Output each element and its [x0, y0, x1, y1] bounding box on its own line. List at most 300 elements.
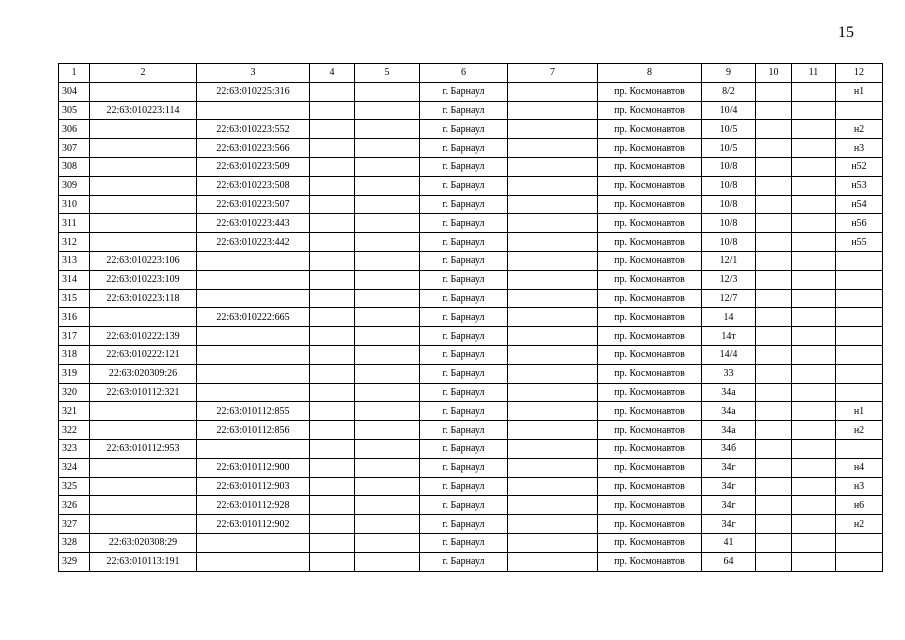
table-cell-col9: 34а	[702, 421, 756, 440]
table-cell-col7	[508, 383, 598, 402]
table-cell-col7	[508, 533, 598, 552]
table-cell-col9: 10/8	[702, 214, 756, 233]
table-cell-col1: 309	[59, 176, 90, 195]
table-row	[59, 308, 883, 327]
table-cell-col7	[508, 233, 598, 252]
table-cell-col10	[756, 289, 792, 308]
table-cell-col8: пр. Космонавтов	[598, 270, 702, 289]
table-cell-col3: 22:63:010222:665	[197, 308, 310, 327]
table-cell-col9: 10/4	[702, 101, 756, 120]
table-cell-col11	[792, 139, 836, 158]
table-cell-col9: 34б	[702, 439, 756, 458]
column-header-7: 7	[508, 64, 598, 83]
table-row	[59, 270, 883, 289]
table-cell-col2: 22:63:020309:26	[90, 364, 197, 383]
table-row	[59, 251, 883, 270]
table-cell-col4	[310, 402, 355, 421]
table-cell-col10	[756, 402, 792, 421]
table-cell-col8: пр. Космонавтов	[598, 327, 702, 346]
table-cell-col12: н2	[836, 515, 883, 534]
table-cell-col3: 22:63:010223:509	[197, 157, 310, 176]
table-row	[59, 515, 883, 534]
table-cell-col5	[355, 195, 420, 214]
table-cell-col3: 22:63:010223:442	[197, 233, 310, 252]
table-cell-col1: 328	[59, 533, 90, 552]
table-row	[59, 364, 883, 383]
table-cell-col8: пр. Космонавтов	[598, 139, 702, 158]
table-cell-col5	[355, 101, 420, 120]
table-cell-col6: г. Барнаул	[420, 533, 508, 552]
table-cell-col1: 326	[59, 496, 90, 515]
table-row	[59, 82, 883, 101]
table-cell-col2: 22:63:020308:29	[90, 533, 197, 552]
table-cell-col11	[792, 327, 836, 346]
table-cell-col12: н54	[836, 195, 883, 214]
table-cell-col9: 8/2	[702, 82, 756, 101]
table-row	[59, 421, 883, 440]
column-header-4: 4	[310, 64, 355, 83]
table-cell-col4	[310, 515, 355, 534]
table-cell-col5	[355, 383, 420, 402]
table-cell-col12: н3	[836, 477, 883, 496]
table-cell-col12: н55	[836, 233, 883, 252]
column-header-10: 10	[756, 64, 792, 83]
table-row	[59, 176, 883, 195]
column-header-5: 5	[355, 64, 420, 83]
table-cell-col12	[836, 327, 883, 346]
table-cell-col1: 307	[59, 139, 90, 158]
table-cell-col12	[836, 552, 883, 571]
table-cell-col10	[756, 233, 792, 252]
table-cell-col10	[756, 364, 792, 383]
table-cell-col11	[792, 289, 836, 308]
table-row	[59, 289, 883, 308]
table-cell-col1: 323	[59, 439, 90, 458]
table-cell-col3: 22:63:010223:566	[197, 139, 310, 158]
table-cell-col7	[508, 552, 598, 571]
table-cell-col7	[508, 157, 598, 176]
table-cell-col10	[756, 515, 792, 534]
table-cell-col4	[310, 251, 355, 270]
table-cell-col8: пр. Космонавтов	[598, 101, 702, 120]
table-cell-col3: 22:63:010223:507	[197, 195, 310, 214]
table-cell-col11	[792, 308, 836, 327]
table-cell-col11	[792, 439, 836, 458]
column-header-12: 12	[836, 64, 883, 83]
table-cell-col10	[756, 496, 792, 515]
table-cell-col1: 305	[59, 101, 90, 120]
table-cell-col7	[508, 515, 598, 534]
table-row	[59, 533, 883, 552]
table-cell-col10	[756, 439, 792, 458]
table-cell-col3: 22:63:010112:903	[197, 477, 310, 496]
table-cell-col4	[310, 364, 355, 383]
table-cell-col4	[310, 157, 355, 176]
table-cell-col4	[310, 308, 355, 327]
table-cell-col3	[197, 251, 310, 270]
table-cell-col11	[792, 233, 836, 252]
table-cell-col9: 10/8	[702, 176, 756, 195]
table-cell-col5	[355, 421, 420, 440]
table-cell-col4	[310, 439, 355, 458]
table-cell-col12: н1	[836, 82, 883, 101]
table-cell-col1: 321	[59, 402, 90, 421]
table-cell-col3: 22:63:010223:552	[197, 120, 310, 139]
table-cell-col11	[792, 364, 836, 383]
table-cell-col9: 10/5	[702, 120, 756, 139]
table-cell-col6: г. Барнаул	[420, 270, 508, 289]
table-cell-col6: г. Барнаул	[420, 327, 508, 346]
table-cell-col1: 317	[59, 327, 90, 346]
table-cell-col4	[310, 533, 355, 552]
table-cell-col4	[310, 345, 355, 364]
table-cell-col5	[355, 176, 420, 195]
table-cell-col6: г. Барнаул	[420, 82, 508, 101]
table-cell-col10	[756, 345, 792, 364]
table-cell-col4	[310, 327, 355, 346]
table-cell-col10	[756, 82, 792, 101]
table-cell-col12: н53	[836, 176, 883, 195]
table-cell-col9: 34г	[702, 458, 756, 477]
table-cell-col5	[355, 533, 420, 552]
table-cell-col4	[310, 289, 355, 308]
table-cell-col6: г. Барнаул	[420, 364, 508, 383]
table-cell-col12	[836, 251, 883, 270]
table-cell-col7	[508, 421, 598, 440]
table-cell-col9: 34а	[702, 402, 756, 421]
table-cell-col2: 22:63:010112:953	[90, 439, 197, 458]
table-cell-col12	[836, 364, 883, 383]
table-cell-col6: г. Барнаул	[420, 383, 508, 402]
table-cell-col2	[90, 176, 197, 195]
table-cell-col8: пр. Космонавтов	[598, 233, 702, 252]
table-cell-col7	[508, 289, 598, 308]
table-cell-col3	[197, 270, 310, 289]
table-cell-col7	[508, 214, 598, 233]
table-cell-col4	[310, 120, 355, 139]
table-cell-col11	[792, 402, 836, 421]
table-cell-col8: пр. Космонавтов	[598, 439, 702, 458]
table-cell-col3: 22:63:010223:443	[197, 214, 310, 233]
table-cell-col8: пр. Космонавтов	[598, 421, 702, 440]
table-cell-col3: 22:63:010112:855	[197, 402, 310, 421]
column-header-8: 8	[598, 64, 702, 83]
table-cell-col8: пр. Космонавтов	[598, 214, 702, 233]
table-cell-col9: 64	[702, 552, 756, 571]
table-cell-col2: 22:63:010222:121	[90, 345, 197, 364]
table-cell-col2	[90, 477, 197, 496]
table-cell-col11	[792, 251, 836, 270]
table-cell-col6: г. Барнаул	[420, 439, 508, 458]
table-cell-col7	[508, 345, 598, 364]
table-row	[59, 552, 883, 571]
table-cell-col2: 22:63:010112:321	[90, 383, 197, 402]
table-cell-col2	[90, 496, 197, 515]
table-cell-col10	[756, 421, 792, 440]
table-cell-col3: 22:63:010112:856	[197, 421, 310, 440]
table-cell-col9: 10/8	[702, 157, 756, 176]
table-cell-col10	[756, 383, 792, 402]
table-row	[59, 345, 883, 364]
table-cell-col12	[836, 101, 883, 120]
table-cell-col2	[90, 233, 197, 252]
table-cell-col3: 22:63:010223:508	[197, 176, 310, 195]
table-cell-col1: 308	[59, 157, 90, 176]
table-cell-col1: 319	[59, 364, 90, 383]
table-cell-col8: пр. Космонавтов	[598, 176, 702, 195]
table-cell-col1: 329	[59, 552, 90, 571]
table-cell-col10	[756, 176, 792, 195]
table-cell-col1: 327	[59, 515, 90, 534]
column-header-3: 3	[197, 64, 310, 83]
table-cell-col11	[792, 421, 836, 440]
column-header-11: 11	[792, 64, 836, 83]
table-cell-col6: г. Барнаул	[420, 289, 508, 308]
table-cell-col7	[508, 270, 598, 289]
table-cell-col12: н6	[836, 496, 883, 515]
table-cell-col5	[355, 477, 420, 496]
table-cell-col9: 10/8	[702, 195, 756, 214]
table-cell-col8: пр. Космонавтов	[598, 345, 702, 364]
table-cell-col3	[197, 383, 310, 402]
table-cell-col12: н3	[836, 139, 883, 158]
table-cell-col3	[197, 289, 310, 308]
table-cell-col9: 41	[702, 533, 756, 552]
table-cell-col10	[756, 139, 792, 158]
table-cell-col6: г. Барнаул	[420, 251, 508, 270]
table-cell-col11	[792, 82, 836, 101]
table-cell-col6: г. Барнаул	[420, 157, 508, 176]
table-cell-col3: 22:63:010112:902	[197, 515, 310, 534]
table-cell-col3: 22:63:010112:900	[197, 458, 310, 477]
table-cell-col12: н2	[836, 421, 883, 440]
table-cell-col5	[355, 515, 420, 534]
table-row	[59, 214, 883, 233]
table-cell-col2: 22:63:010223:106	[90, 251, 197, 270]
table-cell-col1: 315	[59, 289, 90, 308]
table-cell-col2	[90, 157, 197, 176]
table-cell-col6: г. Барнаул	[420, 458, 508, 477]
column-header-9: 9	[702, 64, 756, 83]
table-cell-col8: пр. Космонавтов	[598, 552, 702, 571]
table-cell-col6: г. Барнаул	[420, 195, 508, 214]
table-cell-col4	[310, 421, 355, 440]
table-cell-col8: пр. Космонавтов	[598, 195, 702, 214]
table-row	[59, 157, 883, 176]
table-cell-col7	[508, 458, 598, 477]
table-cell-col7	[508, 477, 598, 496]
table-cell-col11	[792, 101, 836, 120]
table-cell-col1: 324	[59, 458, 90, 477]
register-table	[58, 63, 883, 572]
table-cell-col4	[310, 496, 355, 515]
table-cell-col12	[836, 289, 883, 308]
table-cell-col2	[90, 515, 197, 534]
table-cell-col6: г. Барнаул	[420, 345, 508, 364]
table-row	[59, 139, 883, 158]
table-row	[59, 233, 883, 252]
table-cell-col3	[197, 101, 310, 120]
column-header-1: 1	[59, 64, 90, 83]
table-cell-col2: 22:63:010223:114	[90, 101, 197, 120]
table-cell-col1: 313	[59, 251, 90, 270]
table-cell-col11	[792, 195, 836, 214]
table-cell-col6: г. Барнаул	[420, 421, 508, 440]
table-cell-col9: 12/7	[702, 289, 756, 308]
table-cell-col5	[355, 157, 420, 176]
table-cell-col12	[836, 439, 883, 458]
table-cell-col8: пр. Космонавтов	[598, 533, 702, 552]
table-cell-col1: 318	[59, 345, 90, 364]
table-cell-col12	[836, 383, 883, 402]
table-cell-col8: пр. Космонавтов	[598, 364, 702, 383]
table-row	[59, 120, 883, 139]
table-cell-col9: 12/3	[702, 270, 756, 289]
table-cell-col9: 33	[702, 364, 756, 383]
table-cell-col5	[355, 270, 420, 289]
table-cell-col3: 22:63:010225:316	[197, 82, 310, 101]
table-cell-col7	[508, 327, 598, 346]
table-cell-col2: 22:63:010223:118	[90, 289, 197, 308]
table-cell-col9: 10/8	[702, 233, 756, 252]
table-cell-col2	[90, 214, 197, 233]
table-cell-col6: г. Барнаул	[420, 120, 508, 139]
table-cell-col2: 22:63:010113:191	[90, 552, 197, 571]
table-cell-col7	[508, 139, 598, 158]
table-cell-col12	[836, 270, 883, 289]
table-cell-col1: 316	[59, 308, 90, 327]
table-row	[59, 439, 883, 458]
table-cell-col1: 312	[59, 233, 90, 252]
table-cell-col4	[310, 458, 355, 477]
table-cell-col1: 310	[59, 195, 90, 214]
table-row	[59, 496, 883, 515]
table-cell-col6: г. Барнаул	[420, 233, 508, 252]
table-cell-col7	[508, 439, 598, 458]
table-cell-col2: 22:63:010222:139	[90, 327, 197, 346]
table-cell-col5	[355, 233, 420, 252]
table-cell-col12: н52	[836, 157, 883, 176]
table-cell-col8: пр. Космонавтов	[598, 515, 702, 534]
table-cell-col10	[756, 477, 792, 496]
table-cell-col10	[756, 251, 792, 270]
table-cell-col8: пр. Космонавтов	[598, 120, 702, 139]
table-cell-col5	[355, 458, 420, 477]
table-cell-col11	[792, 458, 836, 477]
table-cell-col4	[310, 101, 355, 120]
table-cell-col10	[756, 552, 792, 571]
table-cell-col4	[310, 552, 355, 571]
table-cell-col3	[197, 364, 310, 383]
table-row	[59, 402, 883, 421]
table-cell-col8: пр. Космонавтов	[598, 458, 702, 477]
table-cell-col5	[355, 327, 420, 346]
table-cell-col6: г. Барнаул	[420, 402, 508, 421]
table-cell-col12	[836, 308, 883, 327]
table-cell-col5	[355, 289, 420, 308]
table-cell-col11	[792, 214, 836, 233]
table-cell-col11	[792, 477, 836, 496]
table-cell-col2: 22:63:010223:109	[90, 270, 197, 289]
table-cell-col9: 34а	[702, 383, 756, 402]
table-cell-col10	[756, 533, 792, 552]
table-cell-col10	[756, 327, 792, 346]
table-cell-col10	[756, 101, 792, 120]
table-cell-col7	[508, 195, 598, 214]
table-cell-col2	[90, 402, 197, 421]
table-cell-col1: 320	[59, 383, 90, 402]
table-cell-col2	[90, 195, 197, 214]
table-cell-col11	[792, 176, 836, 195]
table-cell-col4	[310, 477, 355, 496]
table-cell-col7	[508, 496, 598, 515]
table-row	[59, 327, 883, 346]
table-row	[59, 458, 883, 477]
table-cell-col8: пр. Космонавтов	[598, 82, 702, 101]
table-row	[59, 477, 883, 496]
table-cell-col9: 34г	[702, 496, 756, 515]
table-cell-col10	[756, 120, 792, 139]
page-number: 15	[838, 24, 854, 41]
table-cell-col3	[197, 533, 310, 552]
table-cell-col11	[792, 383, 836, 402]
table-cell-col5	[355, 82, 420, 101]
table-cell-col8: пр. Космонавтов	[598, 496, 702, 515]
table-body	[59, 82, 883, 571]
table-cell-col2	[90, 139, 197, 158]
table-row	[59, 101, 883, 120]
table-cell-col6: г. Барнаул	[420, 139, 508, 158]
table-cell-col9: 14	[702, 308, 756, 327]
table-cell-col6: г. Барнаул	[420, 496, 508, 515]
table-cell-col7	[508, 120, 598, 139]
table-cell-col8: пр. Космонавтов	[598, 402, 702, 421]
table-cell-col7	[508, 308, 598, 327]
table-cell-col2	[90, 120, 197, 139]
table-cell-col11	[792, 270, 836, 289]
table-cell-col9: 10/5	[702, 139, 756, 158]
table-cell-col5	[355, 345, 420, 364]
table-cell-col11	[792, 157, 836, 176]
table-cell-col10	[756, 308, 792, 327]
table-cell-col12: н1	[836, 402, 883, 421]
table-cell-col9: 14т	[702, 327, 756, 346]
table-cell-col8: пр. Космонавтов	[598, 289, 702, 308]
column-number-row	[59, 64, 883, 83]
table-cell-col7	[508, 364, 598, 383]
table-cell-col7	[508, 402, 598, 421]
table-cell-col9: 34г	[702, 477, 756, 496]
table-cell-col10	[756, 270, 792, 289]
table-cell-col11	[792, 533, 836, 552]
table-cell-col4	[310, 214, 355, 233]
table-cell-col1: 322	[59, 421, 90, 440]
table-cell-col6: г. Барнаул	[420, 308, 508, 327]
table-cell-col5	[355, 439, 420, 458]
table-cell-col4	[310, 82, 355, 101]
column-header-6: 6	[420, 64, 508, 83]
table-row	[59, 195, 883, 214]
table-cell-col8: пр. Космонавтов	[598, 477, 702, 496]
table-cell-col8: пр. Космонавтов	[598, 308, 702, 327]
table-cell-col7	[508, 101, 598, 120]
table-cell-col11	[792, 552, 836, 571]
table-cell-col12	[836, 533, 883, 552]
table-cell-col4	[310, 383, 355, 402]
table-cell-col2	[90, 82, 197, 101]
table-cell-col8: пр. Космонавтов	[598, 383, 702, 402]
table-cell-col3	[197, 552, 310, 571]
